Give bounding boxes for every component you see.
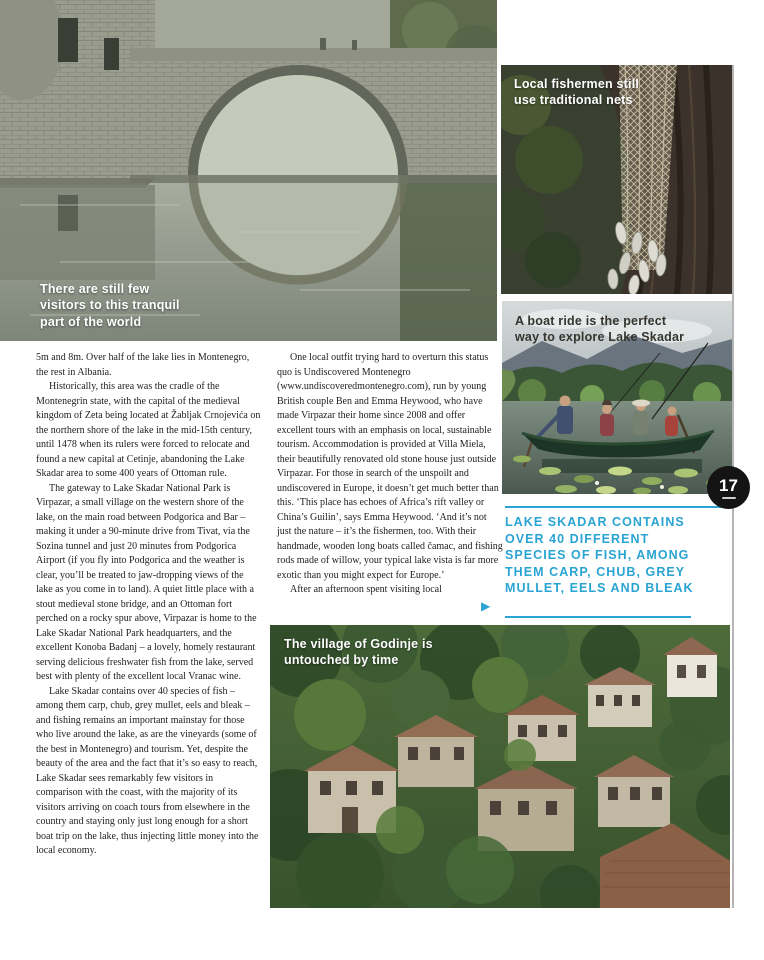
paragraph: 5m and 8m. Over half of the lake lies in Montenegro, the rest in Albania. (36, 352, 250, 378)
paragraph: Lake Skadar contains over 40 species of fish – among them carp, chub, grey mullet, eels and bleak – and fishing remains an important mainstay for those who live around the lake, as are the vineyards (some of the best in Montenegro) and tourism. Yet, despite the beauty of the area and the fact that it’s so easy to reach, Lake Skadar sees remarkably few visitors in comparison with the coast, with the majority of its visitors arriving on coach tours from elsewhere in the country and staying only just long enough for a short boat trip on the lake, thus injecting little money into the local economy. (36, 685, 259, 856)
article-right-column (277, 351, 503, 598)
page-number: 17 (719, 475, 738, 495)
paragraph: The gateway to Lake Skadar National Park is Virpazar, a small village on the western shore of the lake, on the main road between Podgorica and Bar – making it under a 90-minute drive from Tivat, via the Sozina tunnel and just 20 minutes from Podgorica Airport (if you fly into Podgorica and the weather is clear, you’ll be treated to jaw-dropping views of the lake as you come in to land). A quiet little place with a stout medieval stone bridge, and an Ottoman fort perched on a rocky spur above, Virpazar is home to the Lake Skadar National Park headquarters, and the excellent Konoba Badanj – a lovely, homely restaurant serving delicious freshwater fish from the lake, served best with plenty of the excellent local Vranac wine. (36, 482, 257, 682)
paragraph: One local outfit trying hard to overturn this status quo is Undiscovered Montenegro (www.undiscoveredmontenegro.com), run by young British couple Ben and Emma Heywood, who have made Virpazar their home since 2008 and offer excellent tours with an emphasis on local, sustainable tourism. Accommodation is provided at Villa Miela, their beautifully renovated old stone house just outside Virpazar. For those in search of the unspoilt and undiscovered in Europe, it doesn’t get much better than this. ‘This place has echoes of Africa’s rift valley or China’s Guilin’, says Emma Heywood. ‘And it’s not just the nature – it’s the fishermen, too. With their handmade, wooden long boats called čamac, and fishing rods made of willow, your typical lake vista is far more exotic than you might expect for Europe.’ (277, 352, 503, 581)
pull-quote: LAKE SKADAR CONTAINS OVER 40 DIFFERENT SPECIES OF FISH, AMONG THEM CARP, CHUB, GREY MULLET, EELS AND BLEAK (505, 515, 694, 595)
boat-photo (502, 301, 732, 494)
bridge-photo-caption: There are still few visitors to this tranquil part of the world (40, 282, 180, 329)
pull-quote-rule-top (505, 506, 732, 508)
boat-photo-caption: A boat ride is the perfect way to explore Lake Skadar (515, 314, 685, 345)
continuation-arrow-icon: ▶ (481, 599, 491, 613)
nets-photo (501, 65, 732, 294)
village-photo-caption: The village of Godinje is untouched by time (284, 637, 433, 668)
pull-quote-rule-bottom (505, 616, 691, 618)
page-badge-subtext (722, 497, 736, 499)
village-photo (270, 625, 730, 908)
paragraph: Historically, this area was the cradle of the Montenegrin state, with the capital of the medieval kingdom of Zeta being located at Žabljak Crnojevića on the northern shore of the lake in the mid-15th century, until 1478 when its rulers were forced to relocate and found a new capital at Cetinje, abandoning the Lake Skadar area to some 400 years of Ottoman rule. (36, 381, 261, 479)
page-number-badge (707, 466, 750, 509)
paragraph: After an afternoon spent visiting local (290, 584, 442, 595)
bridge-photo (0, 0, 497, 341)
nets-photo-caption: Local fishermen still use traditional nets (514, 77, 640, 108)
article-left-column (36, 351, 262, 859)
